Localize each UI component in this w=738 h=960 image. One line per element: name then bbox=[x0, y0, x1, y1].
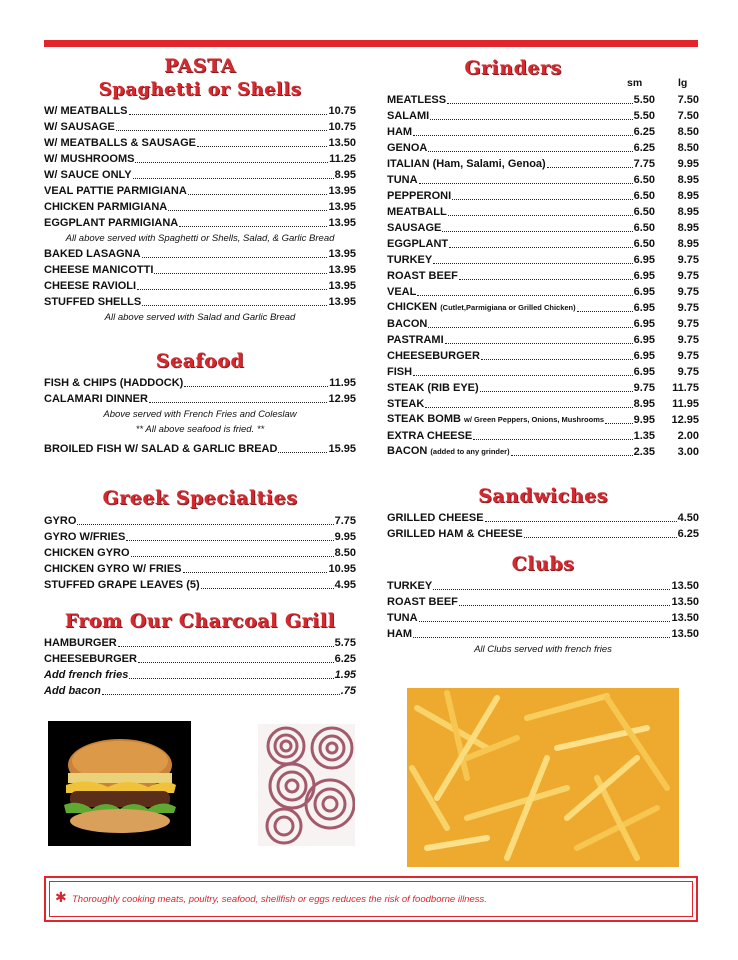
item-price-small: 9.75 bbox=[633, 382, 655, 394]
menu-item-row bbox=[387, 412, 699, 428]
item-price-small: 6.50 bbox=[633, 206, 655, 218]
menu-item-row bbox=[387, 108, 699, 124]
menu-item-row bbox=[44, 262, 356, 278]
item-name: Add french fries bbox=[44, 669, 129, 681]
menu-item-row bbox=[44, 667, 356, 683]
item-price-small: 9.95 bbox=[633, 414, 655, 426]
menu-item-row bbox=[387, 526, 699, 542]
item-price-large: 9.75 bbox=[677, 318, 699, 330]
seafood-note-2: ** All above seafood is fried. ** bbox=[135, 424, 265, 435]
item-price-large: 9.75 bbox=[677, 334, 699, 346]
item-price-large: 8.95 bbox=[677, 238, 699, 250]
item-price-small: 6.95 bbox=[633, 318, 655, 330]
greek-title: Greek Specialties bbox=[102, 487, 298, 509]
item-price-small: 7.75 bbox=[633, 158, 655, 170]
item-price-large: 11.95 bbox=[672, 398, 699, 410]
menu-item-row bbox=[44, 199, 356, 215]
item-price: .75 bbox=[340, 685, 356, 697]
grill-list bbox=[44, 635, 356, 667]
item-name: EGGPLANT bbox=[387, 238, 449, 250]
menu-item-row bbox=[387, 156, 699, 172]
item-price-large: 9.75 bbox=[677, 286, 699, 298]
item-name: SALAMI bbox=[387, 110, 430, 122]
item-price-large: 8.50 bbox=[677, 126, 699, 138]
item-price: 13.50 bbox=[328, 137, 356, 149]
item-price-large: 12.95 bbox=[671, 414, 699, 426]
item-price: 12.95 bbox=[328, 393, 356, 405]
item-price: 13.50 bbox=[671, 628, 699, 640]
menu-item-row bbox=[44, 119, 356, 135]
seafood-note-1: Above served with French Fries and Coleslaw bbox=[103, 409, 297, 420]
item-price: 6.25 bbox=[677, 528, 699, 540]
item-price-large: 8.95 bbox=[677, 174, 699, 186]
item-price-large: 7.50 bbox=[677, 94, 699, 106]
item-name: STUFFED SHELLS bbox=[44, 296, 142, 308]
menu-item-row bbox=[387, 316, 699, 332]
item-name: ROAST BEEF bbox=[387, 270, 458, 282]
food-safety-notice bbox=[44, 876, 698, 922]
item-name: W/ SAUCE ONLY bbox=[44, 169, 132, 181]
pasta-list bbox=[44, 103, 356, 231]
item-name: STEAK bbox=[387, 398, 425, 410]
pasta-list-2 bbox=[44, 246, 356, 310]
item-price-large: 11.75 bbox=[672, 382, 699, 394]
item-price-small: 6.95 bbox=[633, 366, 655, 378]
item-price-small: 6.95 bbox=[633, 286, 655, 298]
item-price-large: 2.00 bbox=[677, 430, 699, 442]
grill-title: From Our Charcoal Grill bbox=[64, 610, 336, 632]
menu-item-row bbox=[387, 428, 699, 444]
item-name: W/ MEATBALLS & SAUSAGE bbox=[44, 137, 196, 149]
menu-item-row bbox=[387, 140, 699, 156]
item-name: CHICKEN GYRO bbox=[44, 547, 130, 559]
item-price-small: 6.25 bbox=[633, 142, 655, 154]
greek-list bbox=[44, 513, 356, 593]
item-price: 13.95 bbox=[328, 201, 356, 213]
item-price-small: 6.95 bbox=[633, 334, 655, 346]
pasta-note-2: All above served with Salad and Garlic Bread bbox=[104, 312, 296, 323]
item-name: W/ MEATBALLS bbox=[44, 105, 128, 117]
item-price: 9.95 bbox=[334, 531, 356, 543]
pasta-subtitle: Spaghetti or Shells bbox=[98, 79, 302, 100]
item-name: ROAST BEEF bbox=[387, 596, 458, 608]
burger-image bbox=[48, 721, 191, 846]
grill-addons bbox=[44, 667, 356, 699]
item-price: 13.95 bbox=[328, 264, 356, 276]
item-price-small: 5.50 bbox=[633, 94, 655, 106]
menu-item-row bbox=[387, 284, 699, 300]
menu-item-row bbox=[44, 246, 356, 262]
item-name: BACON bbox=[387, 318, 428, 330]
right-column bbox=[387, 55, 699, 657]
item-price-large: 9.75 bbox=[677, 270, 699, 282]
item-price: 13.95 bbox=[328, 296, 356, 308]
item-price: 13.50 bbox=[671, 612, 699, 624]
menu-item-row bbox=[387, 510, 699, 526]
item-name: STUFFED GRAPE LEAVES (5) bbox=[44, 579, 200, 591]
menu-item-row bbox=[387, 348, 699, 364]
grinders-lg-label: lg bbox=[678, 77, 688, 89]
clubs-note: All Clubs served with french fries bbox=[474, 644, 612, 655]
item-price-small: 6.95 bbox=[633, 254, 655, 266]
item-name: FISH & CHIPS (HADDOCK) bbox=[44, 377, 184, 389]
menu-item-row bbox=[387, 610, 699, 626]
item-price-small: 6.50 bbox=[633, 238, 655, 250]
item-price-large: 7.50 bbox=[677, 110, 699, 122]
menu-item-row bbox=[44, 167, 356, 183]
menu-item-row bbox=[44, 529, 356, 545]
item-price: 7.75 bbox=[334, 515, 356, 527]
menu-item-row bbox=[44, 375, 356, 391]
item-price-small: 6.95 bbox=[633, 302, 655, 314]
menu-item-row bbox=[44, 561, 356, 577]
grinders-list bbox=[387, 92, 699, 460]
item-name: TUNA bbox=[387, 612, 418, 624]
item-price-small: 1.35 bbox=[633, 430, 655, 442]
menu-item-row bbox=[387, 172, 699, 188]
item-price-small: 8.95 bbox=[633, 398, 655, 410]
menu-item-row bbox=[387, 220, 699, 236]
item-price: 4.50 bbox=[677, 512, 699, 524]
item-price: 1.95 bbox=[334, 669, 356, 681]
menu-item-row bbox=[44, 577, 356, 593]
item-price: 13.95 bbox=[328, 280, 356, 292]
item-name: MEATBALL bbox=[387, 206, 447, 218]
item-name: GENOA bbox=[387, 142, 428, 154]
item-name: W/ SAUSAGE bbox=[44, 121, 115, 133]
menu-item-row bbox=[387, 300, 699, 316]
item-price-small: 6.50 bbox=[633, 190, 655, 202]
sandwiches-list bbox=[387, 510, 699, 542]
menu-item-row bbox=[387, 444, 699, 460]
menu-item-row bbox=[44, 391, 356, 407]
item-price: 11.25 bbox=[329, 153, 356, 165]
item-name: ITALIAN (Ham, Salami, Genoa) bbox=[387, 158, 546, 170]
item-name: CHEESE RAVIOLI bbox=[44, 280, 137, 292]
menu-item-row bbox=[387, 594, 699, 610]
grinders-sm-label: sm bbox=[627, 77, 643, 89]
seafood-list bbox=[44, 375, 356, 407]
item-name: CALAMARI DINNER bbox=[44, 393, 148, 405]
menu-item-row bbox=[44, 103, 356, 119]
clubs-title: Clubs bbox=[511, 553, 575, 575]
item-price: 13.50 bbox=[671, 580, 699, 592]
item-price-large: 9.75 bbox=[677, 350, 699, 362]
menu-item-row bbox=[44, 183, 356, 199]
item-name: STEAK BOMB w/ Green Peppers, Onions, Mushrooms bbox=[387, 413, 605, 425]
item-name: HAM bbox=[387, 126, 413, 138]
menu-item-row bbox=[44, 651, 356, 667]
item-price: 6.25 bbox=[334, 653, 356, 665]
item-price-small: 2.35 bbox=[633, 446, 655, 458]
item-name: BAKED LASAGNA bbox=[44, 248, 141, 260]
item-name: CHEESEBURGER bbox=[387, 350, 480, 362]
menu-item-row bbox=[387, 364, 699, 380]
menu-item-row bbox=[387, 396, 699, 412]
item-detail: (added to any grinder) bbox=[430, 447, 510, 456]
item-price-small: 6.95 bbox=[633, 270, 655, 282]
item-name: VEAL PATTIE PARMIGIANA bbox=[44, 185, 187, 197]
item-name: STEAK (RIB EYE) bbox=[387, 382, 479, 394]
item-price-large: 8.95 bbox=[677, 206, 699, 218]
top-red-bar bbox=[44, 40, 698, 47]
item-name: GRILLED HAM & CHEESE bbox=[387, 528, 523, 540]
item-name: EXTRA CHEESE bbox=[387, 430, 473, 442]
item-price-large: 9.75 bbox=[677, 254, 699, 266]
menu-item-row bbox=[44, 545, 356, 561]
item-detail: w/ Green Peppers, Onions, Mushrooms bbox=[464, 415, 605, 424]
item-price: 11.95 bbox=[329, 377, 356, 389]
item-price: 13.95 bbox=[328, 185, 356, 197]
pasta-title: PASTA bbox=[164, 55, 236, 77]
menu-item-row bbox=[387, 380, 699, 396]
item-name: CHICKEN PARMIGIANA bbox=[44, 201, 168, 213]
item-name: CHICKEN (Cutlet,Parmigiana or Grilled Chicken) bbox=[387, 301, 576, 313]
item-price: 13.95 bbox=[328, 217, 356, 229]
menu-item-row bbox=[387, 92, 699, 108]
menu-item-row bbox=[387, 236, 699, 252]
menu-item-row bbox=[387, 188, 699, 204]
item-price-large: 8.50 bbox=[677, 142, 699, 154]
menu-item-row bbox=[387, 252, 699, 268]
item-price: 5.75 bbox=[334, 637, 356, 649]
item-price: 15.95 bbox=[328, 443, 356, 455]
menu-item-row bbox=[44, 151, 356, 167]
item-name: CHEESE MANICOTTI bbox=[44, 264, 154, 276]
menu-item-row bbox=[44, 683, 356, 699]
item-name: VEAL bbox=[387, 286, 417, 298]
item-name: Add bacon bbox=[44, 685, 101, 697]
item-price: 4.95 bbox=[334, 579, 356, 591]
item-name: PEPPERONI bbox=[387, 190, 452, 202]
item-price-small: 5.50 bbox=[633, 110, 655, 122]
seafood-title: Seafood bbox=[155, 350, 245, 372]
menu-item-row bbox=[387, 578, 699, 594]
item-name: MEATLESS bbox=[387, 94, 447, 106]
item-name: GRILLED CHEESE bbox=[387, 512, 484, 524]
item-name: SAUSAGE bbox=[387, 222, 442, 234]
menu-item-row bbox=[44, 215, 356, 231]
item-price-large: 9.75 bbox=[677, 366, 699, 378]
left-column bbox=[44, 55, 356, 699]
item-name: HAMBURGER bbox=[44, 637, 117, 649]
item-price: 8.95 bbox=[334, 169, 356, 181]
item-price: 10.95 bbox=[328, 563, 356, 575]
menu-item-row bbox=[387, 332, 699, 348]
pasta-note-1: All above served with Spaghetti or Shells, Salad, & Garlic Bread bbox=[65, 233, 335, 244]
item-price-large: 8.95 bbox=[677, 222, 699, 234]
item-name: W/ MUSHROOMS bbox=[44, 153, 135, 165]
menu-item-row bbox=[44, 294, 356, 310]
item-price: 10.75 bbox=[328, 105, 356, 117]
item-price-large: 9.75 bbox=[677, 302, 699, 314]
item-name: CHICKEN GYRO W/ FRIES bbox=[44, 563, 182, 575]
item-price-large: 3.00 bbox=[677, 446, 699, 458]
item-name: GYRO bbox=[44, 515, 77, 527]
french-fries-image bbox=[407, 688, 679, 867]
item-name: EGGPLANT PARMIGIANA bbox=[44, 217, 179, 229]
menu-item-row bbox=[387, 204, 699, 220]
item-name: GYRO W/FRIES bbox=[44, 531, 126, 543]
item-price-small: 6.95 bbox=[633, 350, 655, 362]
onion-image bbox=[258, 724, 355, 846]
sandwiches-title: Sandwiches bbox=[478, 485, 608, 507]
item-price-large: 8.95 bbox=[677, 190, 699, 202]
item-name: TURKEY bbox=[387, 254, 433, 266]
item-price: 13.50 bbox=[671, 596, 699, 608]
menu-item-row bbox=[44, 513, 356, 529]
menu-item-row bbox=[387, 268, 699, 284]
item-name: HAM bbox=[387, 628, 413, 640]
item-price-small: 6.25 bbox=[633, 126, 655, 138]
clubs-list bbox=[387, 578, 699, 642]
item-price: 8.50 bbox=[334, 547, 356, 559]
item-price: 10.75 bbox=[328, 121, 356, 133]
item-price-small: 6.50 bbox=[633, 174, 655, 186]
broiled-fish-row bbox=[44, 441, 356, 457]
notice-text: Thoroughly cooking meats, poultry, seafood, shellfish or eggs reduces the risk of foodborne illness. bbox=[72, 894, 487, 905]
menu-item-row bbox=[387, 124, 699, 140]
menu-item-row bbox=[44, 135, 356, 151]
item-name: BROILED FISH W/ SALAD & GARLIC BREAD bbox=[44, 443, 278, 455]
item-price-large: 9.95 bbox=[677, 158, 699, 170]
menu-item-row bbox=[44, 635, 356, 651]
item-name: CHEESEBURGER bbox=[44, 653, 137, 665]
item-price-small: 6.50 bbox=[633, 222, 655, 234]
grinders-title: Grinders bbox=[464, 57, 562, 79]
item-name: BACON (added to any grinder) bbox=[387, 445, 510, 457]
menu-item-row bbox=[44, 278, 356, 294]
item-detail: (Cutlet,Parmigiana or Grilled Chicken) bbox=[440, 303, 576, 312]
item-price: 13.95 bbox=[328, 248, 356, 260]
item-name: TUNA bbox=[387, 174, 418, 186]
item-name: FISH bbox=[387, 366, 413, 378]
menu-item-row bbox=[387, 626, 699, 642]
item-name: TURKEY bbox=[387, 580, 433, 592]
asterisk-icon: ✱ bbox=[55, 889, 67, 905]
item-name: PASTRAMI bbox=[387, 334, 444, 346]
